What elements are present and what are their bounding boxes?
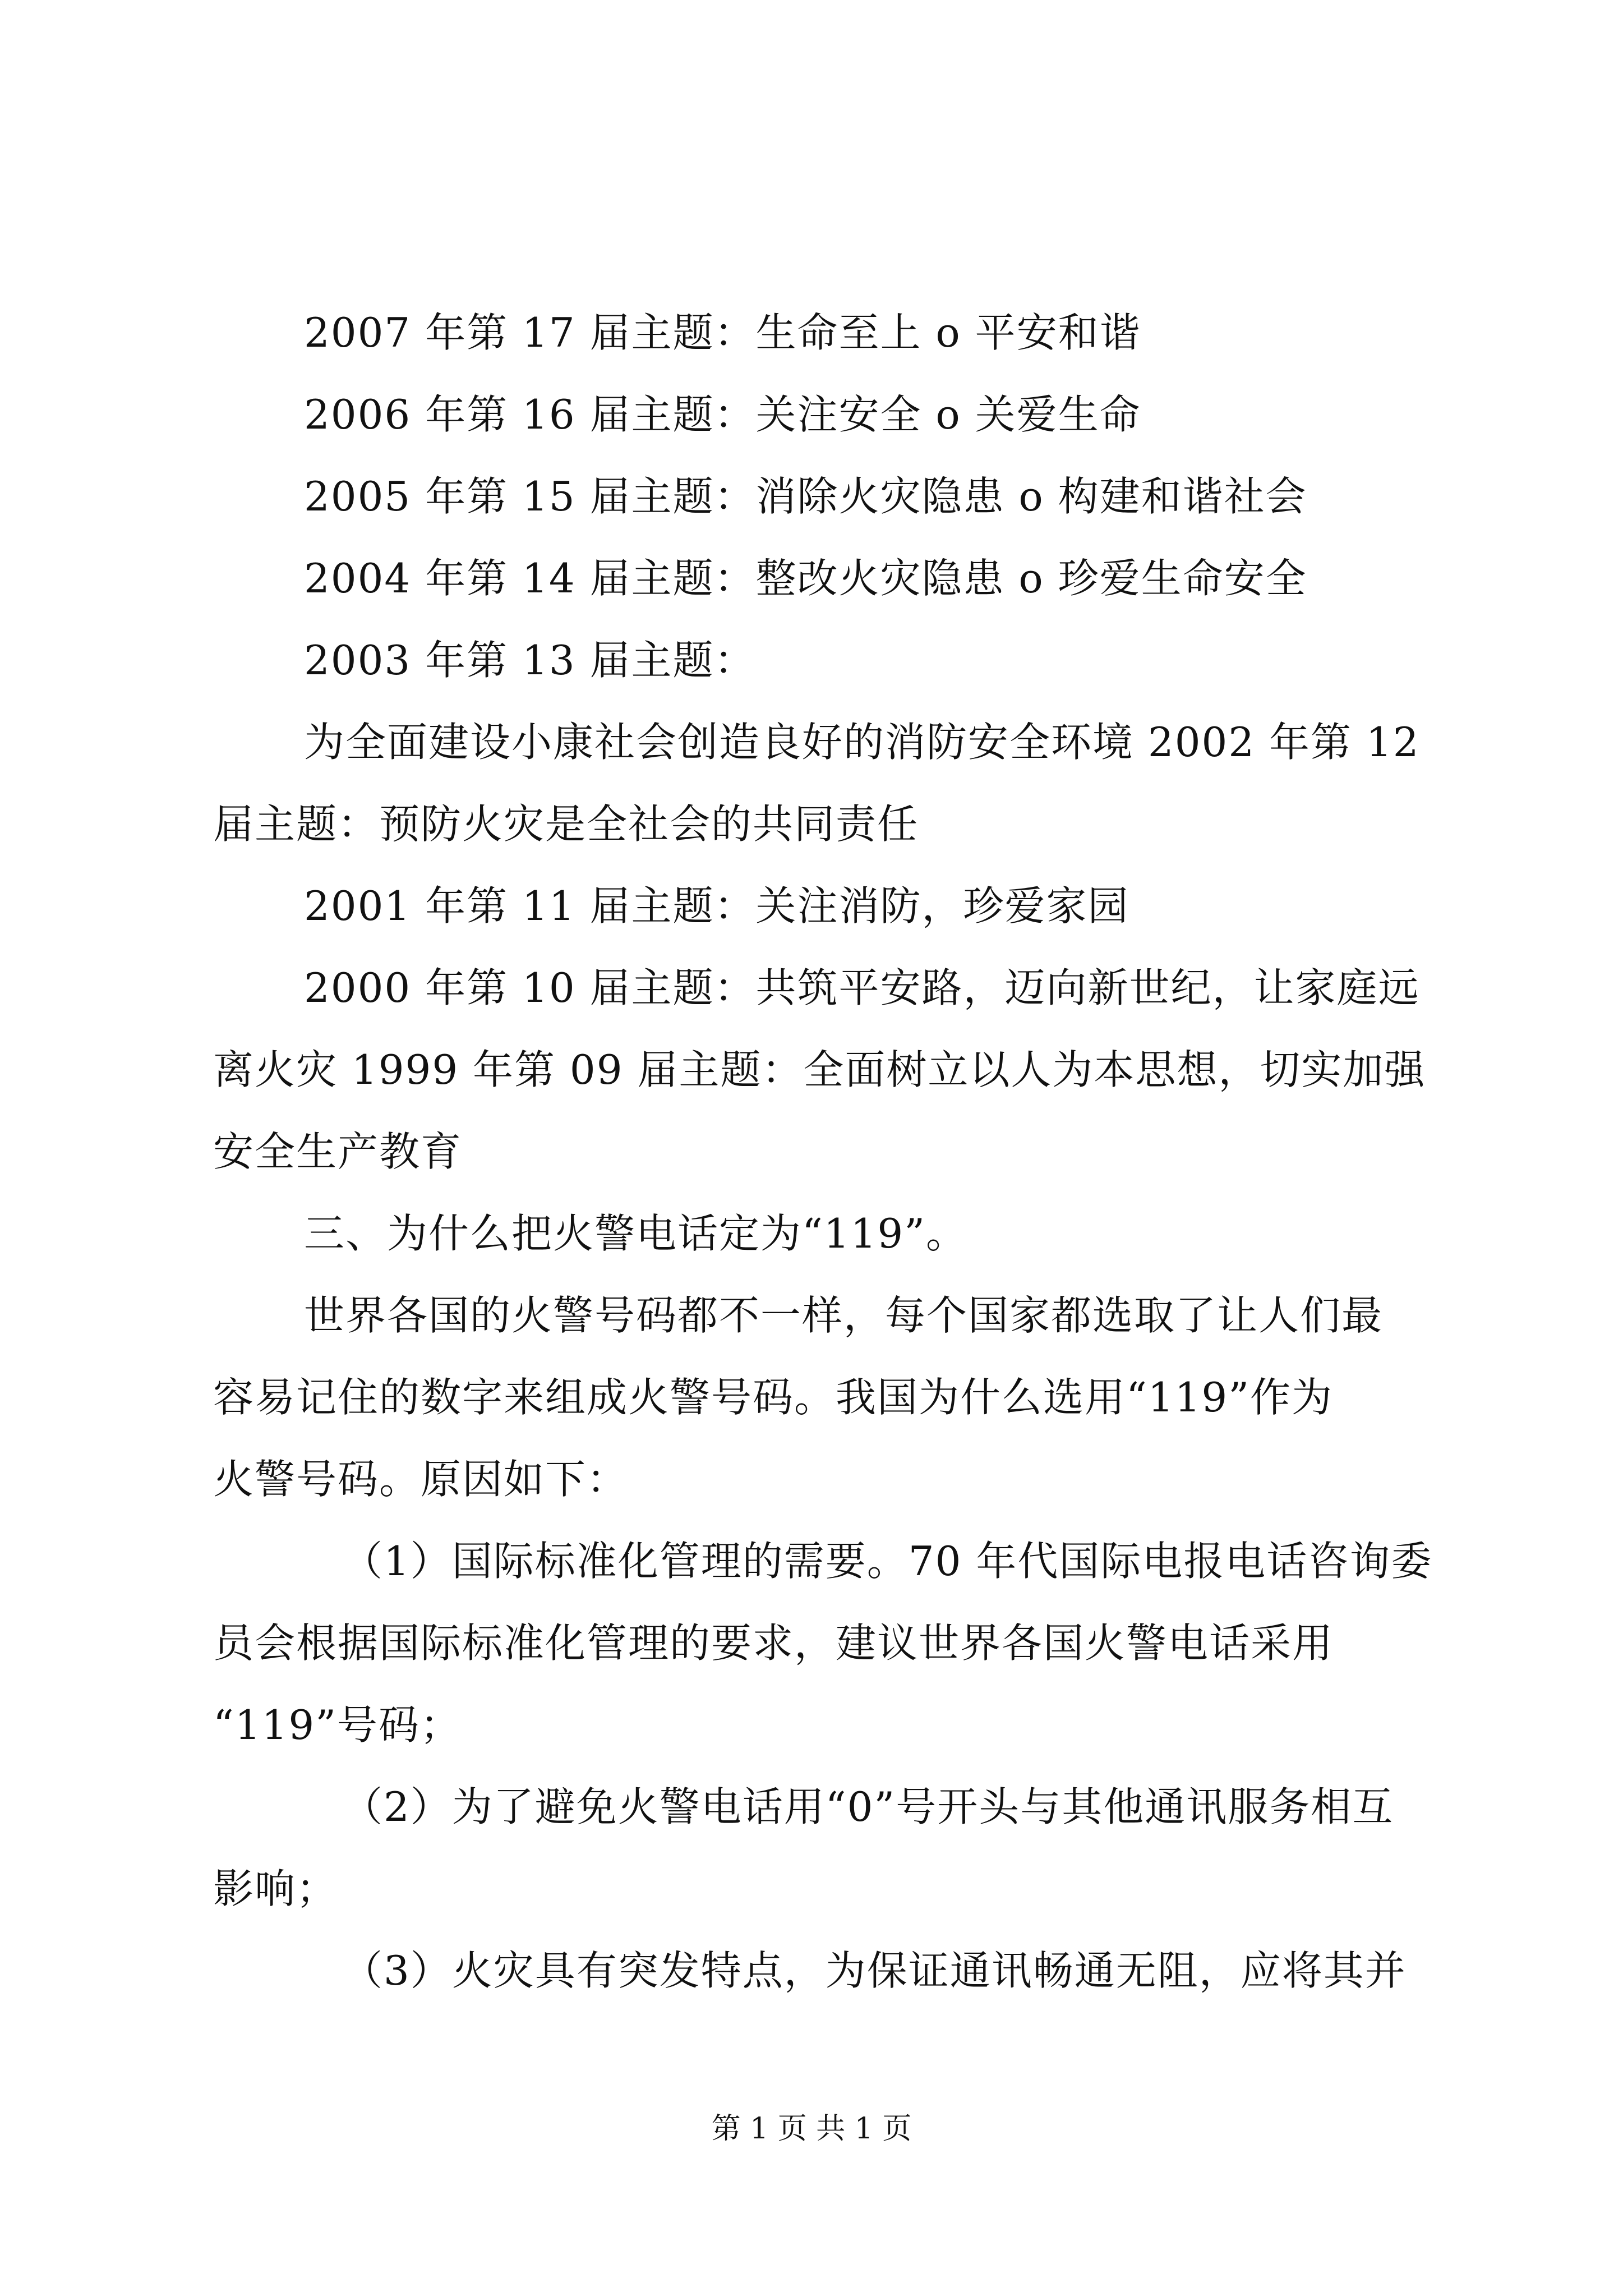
text-line: 员会根据国际标准化管理的要求，建议世界各国火警电话采用 (213, 1619, 1334, 1667)
text-line: 2007 年第 17 届主题：生命至上 o 平安和谐 (304, 309, 1141, 356)
text-line: 2005 年第 15 届主题：消除火灾隐患 o 构建和谐社会 (304, 473, 1307, 520)
text-line: 影响； (213, 1865, 338, 1912)
text-line: “119”号码； (213, 1701, 462, 1749)
text-line: 三、为什么把火警电话定为“119”。 (304, 1210, 968, 1257)
text-line: 为全面建设小康社会创造良好的消防安全环境 2002 年第 12 (304, 719, 1420, 766)
text-line: 届主题：预防火灾是全社会的共同责任 (213, 800, 919, 848)
text-line: （1）国际标准化管理的需要。70 年代国际电报电话咨询委 (342, 1538, 1433, 1585)
text-line: （3）火灾具有突发特点，为保证通讯畅通无阻，应将其并 (342, 1947, 1407, 1994)
text-line: 离火灾 1999 年第 09 届主题：全面树立以人为本思想，切实加强 (213, 1046, 1426, 1093)
text-line: 世界各国的火警号码都不一样，每个国家都选取了让人们最 (304, 1292, 1384, 1339)
text-line: 容易记住的数字来组成火警号码。我国为什么选用“119”作为 (213, 1374, 1334, 1421)
document-body (213, 292, 1433, 2012)
text-line: 火警号码。原因如下： (213, 1456, 629, 1503)
text-line: 2004 年第 14 届主题：整改火灾隐患 o 珍爱生命安全 (304, 555, 1307, 602)
text-line: 2001 年第 11 届主题：关注消防，珍爱家园 (304, 882, 1129, 930)
text-line: 安全生产教育 (213, 1128, 463, 1175)
page-footer: 第 1 页 共 1 页 (711, 2112, 912, 2146)
text-line: （2）为了避免火警电话用“0”号开头与其他通讯服务相互 (342, 1783, 1394, 1830)
text-line: 2006 年第 16 届主题：关注安全 o 关爱生命 (304, 391, 1141, 438)
text-line: 2003 年第 13 届主题： (304, 637, 756, 684)
text-line: 2000 年第 10 届主题：共筑平安路，迈向新世纪，让家庭远 (304, 964, 1420, 1011)
